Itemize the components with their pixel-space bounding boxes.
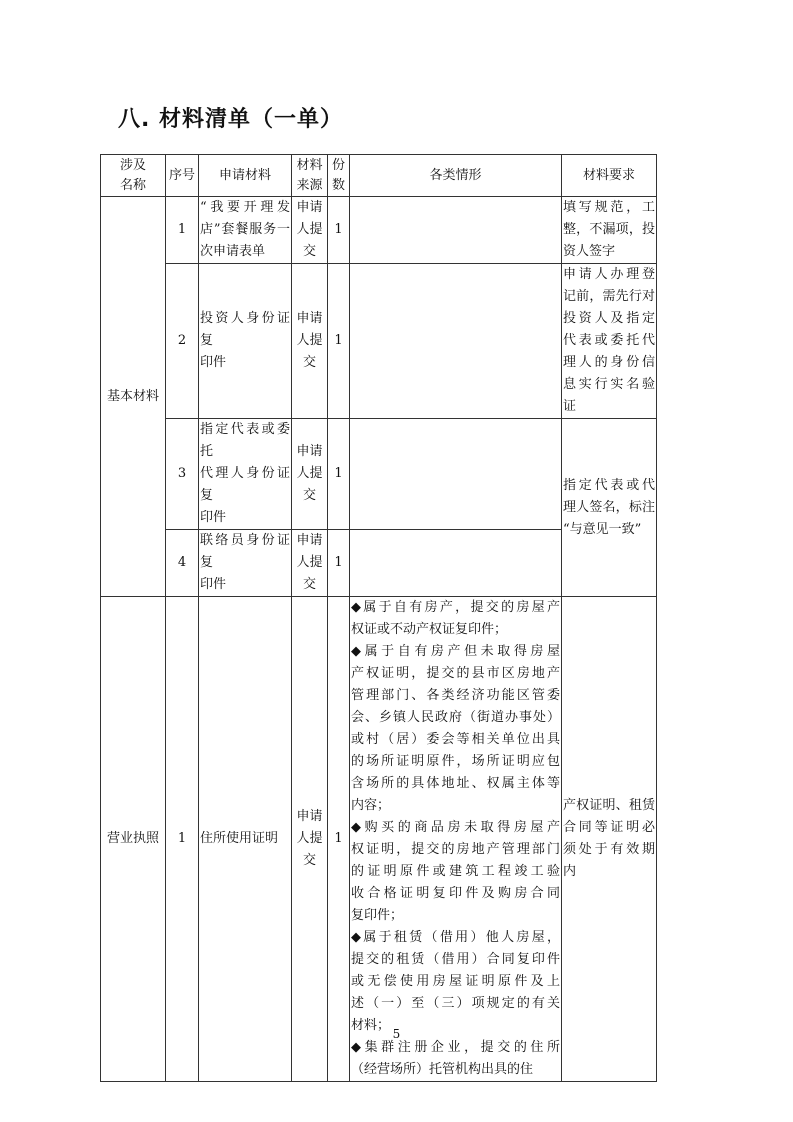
header-text-line: 申请材料 (218, 167, 271, 183)
text-line: 代理人身份证复 (200, 466, 290, 503)
text-line: ◆属于自有房产，提交的房屋产 (351, 600, 560, 615)
copies: 1 (328, 419, 350, 530)
text-line: 填写规范，工 (563, 200, 655, 215)
page-number: 5 (392, 1027, 401, 1041)
requirement (562, 419, 657, 597)
text-line: 或村（居）委会等相关单位出具 (351, 732, 560, 747)
text-line: 人提 (296, 466, 323, 481)
text-line: 申请 (296, 200, 323, 215)
table-row (101, 419, 657, 530)
text-line: 内容； (351, 798, 391, 813)
cases (350, 419, 562, 530)
header-cell (101, 155, 166, 197)
text-line: 申请 (296, 444, 323, 459)
text-line: 材料； (351, 1018, 391, 1033)
text-line: 交 (302, 853, 316, 868)
row-number: 3 (166, 419, 199, 530)
header-text-line: 材料要求 (582, 167, 635, 183)
text-line: 的证明原件或建筑工程竣工验 (351, 864, 560, 879)
group-name: 基本材料 (101, 197, 166, 597)
text-line: 记前，需先行对 (563, 289, 655, 304)
cases (350, 530, 562, 597)
text-line: 交 (302, 244, 316, 259)
row-number: 2 (166, 264, 199, 419)
material-source (292, 530, 328, 597)
header-cell (199, 155, 292, 197)
header-text-line: 材料 (296, 157, 323, 173)
header-text-line: 来源 (296, 177, 323, 193)
text-line: 指定代表或委托 (200, 422, 290, 459)
text-line: ◆属于租赁（借用）他人房屋， (351, 930, 560, 945)
text-line: 联络员身份证复 (200, 533, 290, 570)
section-title: 八. 材料清单（一单） (118, 107, 344, 132)
text-line: 的场所证明原件，场所证明应包 (351, 754, 560, 769)
row-number: 1 (166, 597, 199, 1082)
material-name (199, 597, 292, 1082)
text-line: 申请 (296, 311, 323, 326)
text-line: 人提 (296, 555, 323, 570)
row-number: 1 (166, 197, 199, 264)
header-text-line: 涉及 (119, 157, 146, 173)
requirement (562, 197, 657, 264)
copies: 1 (328, 197, 350, 264)
header-text-line: 数 (331, 177, 345, 193)
header-cell (328, 155, 350, 197)
text-line: 住所使用证明 (200, 831, 279, 846)
text-line: ◆集群注册企业，提交的住所 (351, 1040, 560, 1055)
copies: 1 (328, 597, 350, 1082)
cases (350, 264, 562, 419)
header-text-line: 序号 (168, 167, 195, 183)
text-line: 产权证明，提交的县市区房地产 (351, 666, 560, 681)
cases (350, 597, 562, 1082)
text-line: “与意见一致” (563, 521, 642, 537)
material-source (292, 264, 328, 419)
text-line: 述（一）至（三）项规定的有关 (351, 996, 560, 1011)
text-line: 管理部门、各类经济功能区管委 (351, 688, 560, 703)
copies: 1 (328, 530, 350, 597)
text-line: “我要开理发 (200, 200, 290, 215)
text-line: 整，不漏项，投 (563, 222, 655, 237)
text-line: 权证或不动产权证复印件； (351, 622, 508, 637)
text-line: 须处于有效期 (563, 842, 655, 857)
requirement (562, 264, 657, 419)
table-row (101, 597, 657, 1082)
text-line: 产权证明、租赁 (563, 798, 655, 813)
text-line: 代表或委托代 (563, 333, 655, 348)
materials-table (100, 154, 657, 1082)
text-line: ◆属于自有房产但未取得房屋 (351, 644, 560, 659)
text-line: 人提 (296, 831, 323, 846)
text-line: 合同等证明必 (563, 820, 655, 835)
header-text-line: 各类情形 (429, 167, 482, 183)
text-line: 印件 (200, 355, 227, 370)
header-cell (292, 155, 328, 197)
text-line: 印件 (200, 510, 227, 525)
text-line: 人提 (296, 222, 323, 237)
header-text-line: 名称 (119, 177, 146, 193)
requirement (562, 597, 657, 1082)
header-cell (166, 155, 199, 197)
text-line: （经营场所）托管机构出具的住 (351, 1062, 534, 1077)
text-line: 收合格证明复印件及购房合同 (351, 886, 560, 901)
text-line: 资人签字 (563, 244, 616, 259)
text-line: 人提 (296, 333, 323, 348)
text-line: 店”套餐服务一 (200, 222, 290, 237)
table-header (101, 155, 657, 197)
text-line: 次申请表单 (200, 244, 266, 259)
text-line: 投资人及指定 (563, 311, 655, 326)
text-line: 指定代表或代 (563, 477, 655, 493)
text-line: 理人的身份信 (563, 355, 655, 370)
material-name (199, 419, 292, 530)
text-line: 交 (302, 577, 316, 592)
text-line: 会、乡镇人民政府（街道办事处） (351, 710, 560, 725)
text-line: 理人签名，标注 (563, 499, 655, 515)
text-line: ◆购买的商品房未取得房屋产 (351, 820, 560, 835)
text-line: 提交的租赁（借用）合同复印件 (351, 952, 560, 967)
header-cell (350, 155, 562, 197)
material-name (199, 264, 292, 419)
row-number: 4 (166, 530, 199, 597)
material-source (292, 419, 328, 530)
table-row (101, 197, 657, 264)
text-line: 证 (563, 399, 577, 414)
text-line: 复印件； (351, 908, 404, 923)
material-source (292, 597, 328, 1082)
material-name (199, 197, 292, 264)
copies: 1 (328, 264, 350, 419)
text-line: 申请 (296, 533, 323, 548)
header-cell (562, 155, 657, 197)
text-line: 交 (302, 488, 316, 503)
text-line: 含场所的具体地址、权属主体等 (351, 776, 560, 791)
text-line: 息实行实名验 (563, 377, 655, 392)
group-name: 营业执照 (101, 597, 166, 1082)
header-text-line: 份 (331, 157, 345, 173)
text-line: 申请人办理登 (563, 267, 655, 282)
text-line: 内 (563, 864, 577, 879)
text-line: 投资人身份证复 (200, 311, 290, 348)
text-line: 或无偿使用房屋证明原件及上 (351, 974, 560, 989)
text-line: 交 (302, 355, 316, 370)
text-line: 申请 (296, 809, 323, 824)
cases (350, 197, 562, 264)
material-source (292, 197, 328, 264)
text-line: 权证明，提交的房地产管理部门 (351, 842, 560, 857)
text-line: 印件 (200, 577, 227, 592)
material-name (199, 530, 292, 597)
table-row (101, 264, 657, 419)
